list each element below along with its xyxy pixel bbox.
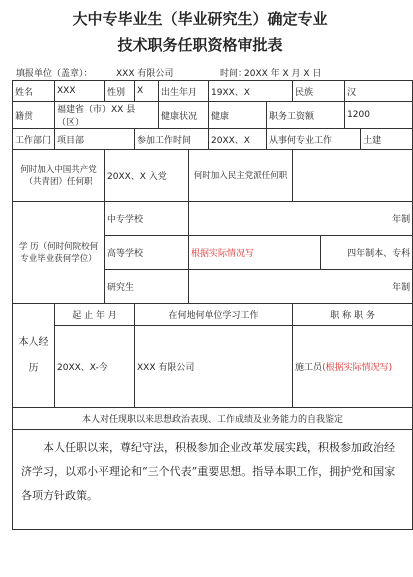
dept-label: 工作部门 (13, 129, 55, 150)
salary-value[interactable]: 1200 (345, 102, 413, 129)
college-label: 高等学校 (105, 236, 189, 270)
health-label: 健康状况 (159, 102, 209, 129)
gender-label: 性别 (105, 81, 135, 102)
resume-title-value: 施工员 (295, 363, 323, 373)
health-value[interactable]: 健康 (209, 102, 267, 129)
time-value: 20XX 年 X 月 X 日 (244, 69, 322, 79)
assessment-body[interactable]: 本人任职以来，尊纪守法，积极参加企业改革发展实践，积极参加政治经济学习，以邓小平理论和“三个代表”重要思想。指导本职工作，拥护党和国家各项方针政策。 (13, 430, 413, 530)
birth-label: 出生年月 (159, 81, 209, 102)
native-label: 籍贯 (13, 102, 55, 129)
birth-value[interactable]: 19XX、X (209, 81, 293, 102)
fill-row (12, 66, 392, 80)
cpc-value[interactable]: 20XX、X 入党 (105, 150, 189, 202)
form-title-line2: 技术职务任职资格审批表 (117, 36, 283, 54)
unit-value: XXX 有限公司 (116, 69, 174, 79)
grad-school-label: 研究生 (105, 270, 189, 304)
start-value[interactable]: 20XX、X (209, 129, 267, 150)
unit-label: 填报单位（盖章）： (16, 69, 93, 79)
time-label: 时间： (220, 69, 248, 79)
college-suffix[interactable]: 四年制本、专科 (321, 236, 413, 270)
name-label: 姓名 (13, 81, 55, 102)
resume-col-title: 职 称 职 务 (293, 304, 413, 326)
other-party-value[interactable] (293, 150, 413, 202)
assessment-heading: 本人对任现职以来思想政治表现、工作成绩及业务能力的自我鉴定 (13, 408, 413, 430)
major-label: 从事何专业工作 (267, 129, 361, 150)
gender-value[interactable]: X (135, 81, 159, 102)
education-label: 学 历（何时何院校何专业毕业获何学位） (13, 202, 105, 304)
resume-title-note: (根据实际情况写) (322, 363, 393, 373)
name-value[interactable]: XXX (55, 81, 105, 102)
resume-col-place: 在何地何单位学习工作 (135, 304, 293, 326)
ethnic-label: 民族 (293, 81, 345, 102)
resume-side-label: 本人经历 (13, 304, 55, 408)
start-label: 参加工作时间 (135, 129, 209, 150)
resume-title-cell[interactable] (293, 326, 413, 408)
secondary-school-suffix[interactable]: 年制 (189, 202, 413, 236)
approval-form-table (12, 80, 413, 530)
cpc-label: 何时加入中国共产党（共青团）任何职 (13, 150, 105, 202)
native-value[interactable]: 福建省（市）XX 县（区） (55, 102, 159, 129)
grad-school-suffix[interactable]: 年制 (189, 270, 413, 304)
ethnic-value[interactable]: 汉 (345, 81, 413, 102)
resume-place-value[interactable]: XXX 有限公司 (135, 326, 293, 408)
college-note[interactable]: 根据实际情况写 (189, 236, 321, 270)
form-title-line1: 大中专毕业生（毕业研究生）确定专业 (72, 10, 328, 28)
resume-period-value[interactable]: 20XX、X-今 (55, 326, 135, 408)
resume-col-period: 起 止 年 月 (55, 304, 135, 326)
dept-value[interactable]: 项目部 (55, 129, 135, 150)
other-party-label: 何时加入民主党派任何职 (189, 150, 293, 202)
salary-label: 职务工资额 (267, 102, 345, 129)
major-value[interactable]: 土建 (361, 129, 413, 150)
secondary-school-label: 中专学校 (105, 202, 189, 236)
